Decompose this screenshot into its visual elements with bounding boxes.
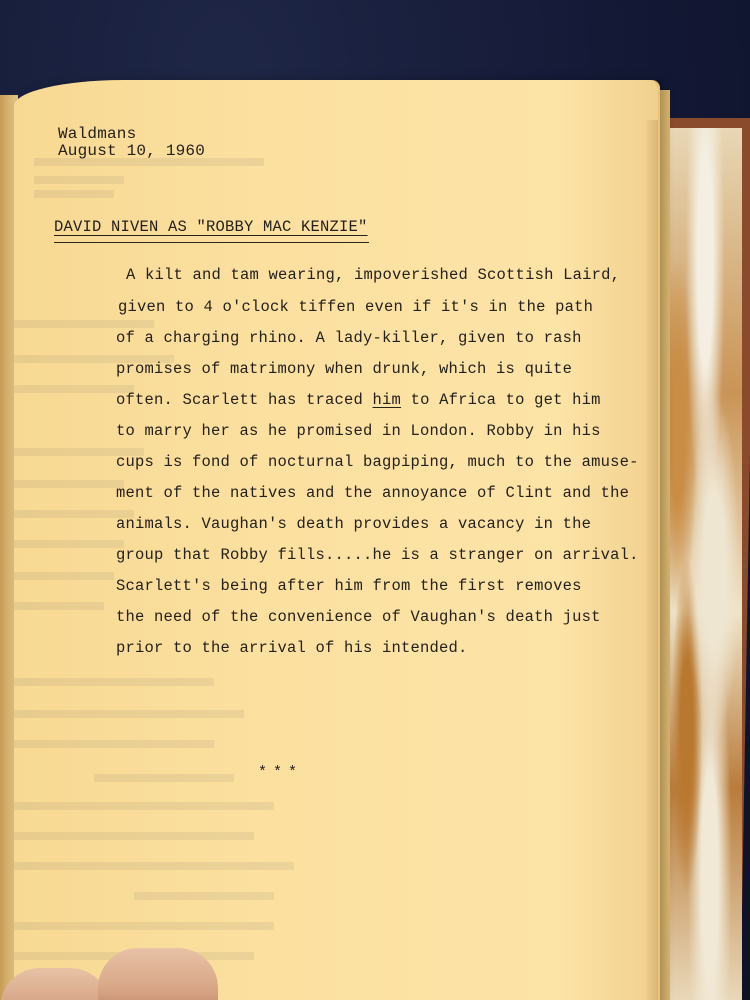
document-title: DAVID NIVEN AS "ROBBY MAC KENZIE": [54, 218, 368, 236]
body-line-5: [116, 391, 601, 409]
body-line-3: of a charging rhino. A lady-killer, given to rash: [116, 329, 582, 347]
body-line-12: the need of the convenience of Vaughan's death just: [116, 608, 601, 626]
body-line-11: Scarlett's being after him from the first removes: [116, 577, 582, 595]
section-separator: ***: [258, 764, 304, 781]
finger-left: [0, 968, 110, 1000]
body-line-5-start: often. Scarlett has traced: [116, 391, 373, 409]
body-line-9: animals. Vaughan's death provides a vacancy in the: [116, 515, 592, 533]
body-line-5-end: to Africa to get him: [401, 391, 601, 409]
body-line-10: group that Robby fills.....he is a stranger on arrival.: [116, 546, 639, 564]
title-underline: [54, 242, 369, 243]
body-line-8: ment of the natives and the annoyance of Clint and the: [116, 484, 630, 502]
header-venue: Waldmans: [58, 125, 137, 143]
header-date: August 10, 1960: [58, 142, 206, 160]
body-line-7: cups is fond of nocturnal bagpiping, much to the amuse-: [116, 453, 639, 471]
underlined-word: him: [372, 391, 402, 409]
body-line-6: to marry her as he promised in London. Robby in his: [116, 422, 601, 440]
body-line-2: given to 4 o'clock tiffen even if it's in the path: [118, 298, 594, 316]
body-line-4: promises of matrimony when drunk, which is quite: [116, 360, 573, 378]
finger-right: [98, 948, 218, 1000]
body-line-13: prior to the arrival of his intended.: [116, 639, 468, 657]
body-line-1: A kilt and tam wearing, impoverished Scottish Laird,: [126, 266, 621, 284]
hand-fingers: [0, 948, 230, 1000]
typed-page: [14, 80, 658, 1000]
